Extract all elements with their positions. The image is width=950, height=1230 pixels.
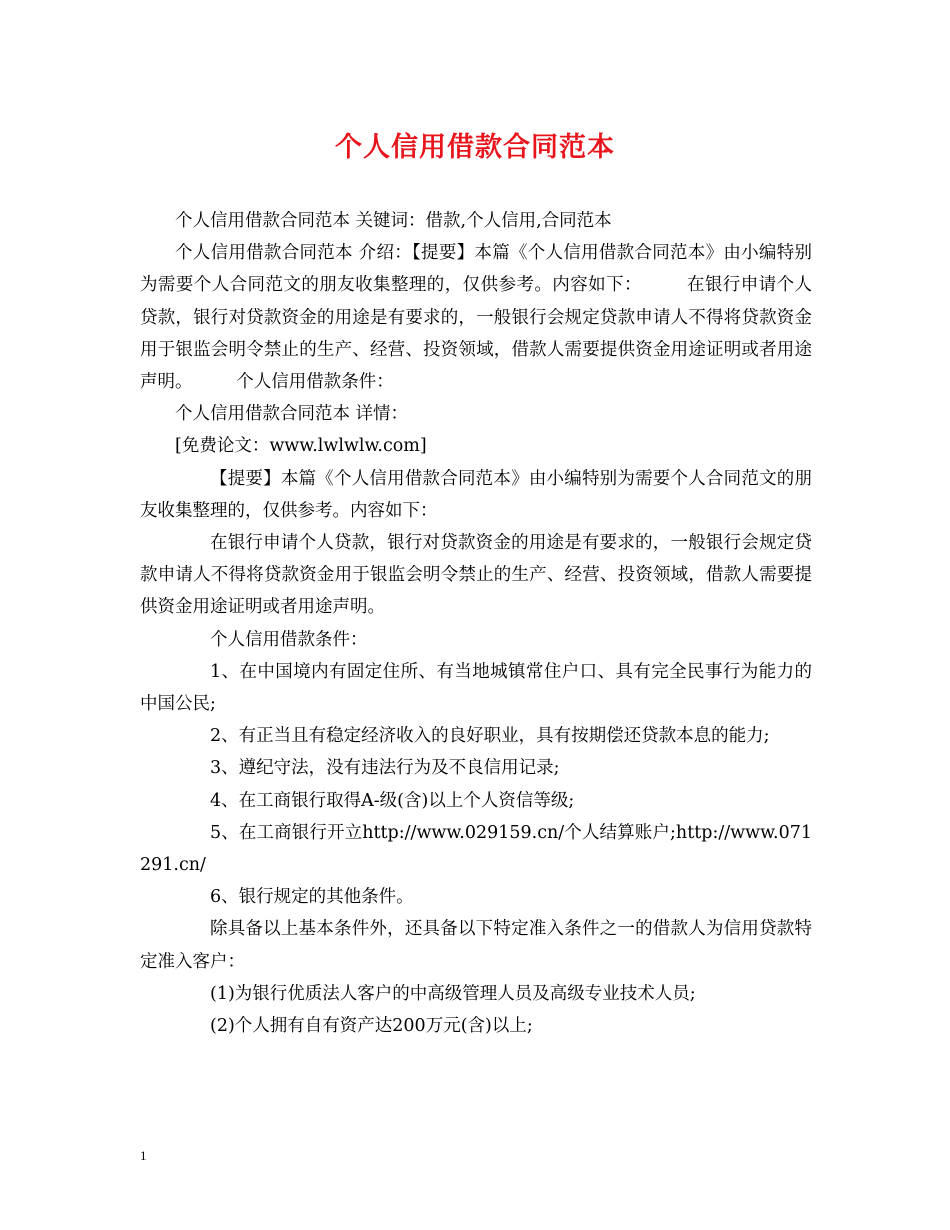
document-title: 个人信用借款合同范本 xyxy=(335,132,615,163)
condition-item: 2、有正当且有稳定经济收入的良好职业，具有按期偿还贷款本息的能力; xyxy=(210,726,770,747)
condition-item: 3、遵纪守法，没有违法行为及不良信用记录; xyxy=(210,758,560,779)
conditions-heading: 个人信用借款条件： xyxy=(210,629,368,650)
intro-paragraph: 个人信用借款合同范本 介绍：【提要】本篇《个人信用借款合同范本》由小编特别为需要个人合同范文的朋友收集整理的，仅供参考。内容如下： 在银行申请个人贷款，银行对贷款资金的用途是有要求的，一般银行会规定贷款申请人不得将贷款资金用于银监会明令禁止的生产、经营、投资领域，借款人需要提供资金用途证明或者用途声明。 个人信用借款条件： xyxy=(140,243,812,393)
keywords-paragraph: 个人信用借款合同范本 关键词：借款,个人信用,合同范本 xyxy=(175,211,612,231)
document-body xyxy=(140,205,812,1042)
condition-item: 5、在工商银行开立http://www.029159.cn/个人结算账户;http://www.071291.cn/ xyxy=(140,822,812,876)
loan-usage-paragraph: 在银行申请个人贷款，银行对贷款资金的用途是有要求的，一般银行会规定贷款申请人不得将贷款资金用于银监会明令禁止的生产、经营、投资领域，借款人需要提供资金用途证明或者用途声明。 xyxy=(140,533,812,618)
details-heading: 个人信用借款合同范本 详情： xyxy=(175,404,409,425)
special-condition-item: (1)为银行优质法人客户的中高级管理人员及高级专业技术人员; xyxy=(210,983,696,1004)
special-condition-item: (2)个人拥有自有资产达200万元(含)以上; xyxy=(210,1016,533,1037)
special-admission-paragraph: 除具备以上基本条件外，还具备以下特定准入条件之一的借款人为信用贷款特定准入客户： xyxy=(140,919,812,972)
condition-item: 4、在工商银行取得A-级(含)以上个人资信等级; xyxy=(210,790,575,811)
summary-paragraph: 【提要】本篇《个人信用借款合同范本》由小编特别为需要个人合同范文的朋友收集整理的，仅供参考。内容如下： xyxy=(140,468,812,521)
condition-item: 1、在中国境内有固定住所、有当地城镇常住户口、具有完全民事行为能力的中国公民; xyxy=(140,661,812,715)
page-number: 1 xyxy=(140,1148,147,1163)
source-link-text: [免费论文：www.lwlwlw.com] xyxy=(175,436,427,457)
condition-item: 6、银行规定的其他条件。 xyxy=(210,887,414,908)
